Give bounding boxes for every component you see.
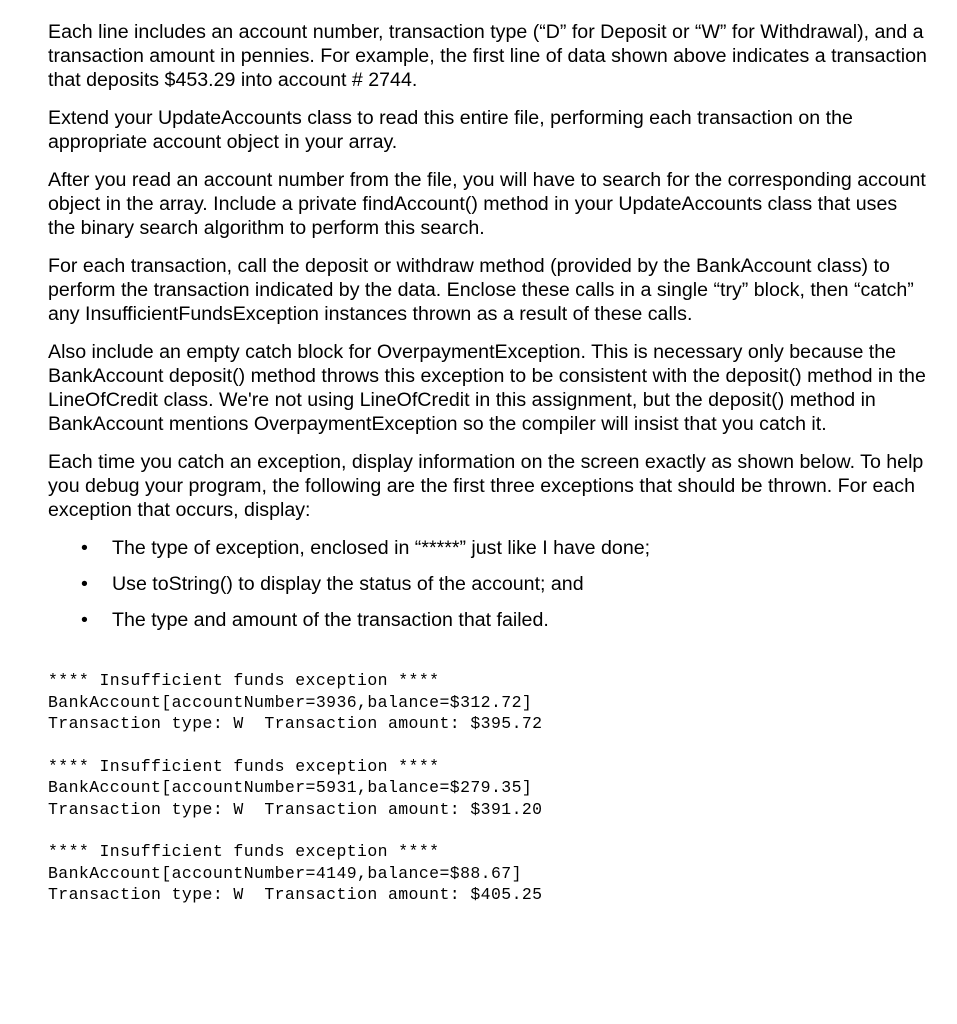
exception-header: **** Insufficient funds exception **** [48,756,440,776]
account-status: BankAccount[accountNumber=4149,balance=$88.67] [48,863,522,883]
transaction-info: Transaction type: W Transaction amount: $391.20 [48,799,543,819]
paragraph-input-format: Each line includes an account number, transaction type (“D” for Deposit or “W” for Withdrawal), and a transaction amount in pennies. For example, the first line of data shown above indicates a transaction that deposits $453.29 into account # 2744. [48,21,927,91]
exception-block [48,756,928,821]
transaction-info: Transaction type: W Transaction amount: $405.25 [48,885,543,904]
list-item [48,608,928,632]
console-output [48,670,928,906]
document-page [48,20,928,927]
account-status: BankAccount[accountNumber=3936,balance=$312.72] [48,692,533,712]
paragraph-display-info: Each time you catch an exception, display information on the screen exactly as shown below. To help you debug your program, the following are the first three exceptions that should be thrown. For each exception that occurs, display: [48,451,924,521]
bullet-list [48,536,928,632]
exception-block [48,841,928,906]
account-status: BankAccount[accountNumber=5931,balance=$279.35] [48,778,533,797]
bullet-icon: • [81,609,88,631]
exception-header: **** Insufficient funds exception **** [48,671,440,690]
list-item-text: The type of exception, enclosed in “*****” just like I have done; [112,537,651,559]
paragraph-try-catch: For each transaction, call the deposit or withdraw method (provided by the BankAccount class) to perform the transaction indicated by the data. Enclose these calls in a single “try” block, then “catch” any InsufficientFundsException instances thrown as a result of these calls. [48,255,914,325]
list-item [48,572,928,596]
list-item-text: Use toString() to display the status of the account; and [112,573,584,595]
bullet-icon: • [81,537,88,559]
exception-block [48,670,928,735]
transaction-info: Transaction type: W Transaction amount: $395.72 [48,714,543,733]
exception-header: **** Insufficient funds exception **** [48,842,440,861]
paragraph-overpayment: Also include an empty catch block for OverpaymentException. This is necessary only because the BankAccount deposit() method throws this exception to be consistent with the deposit() method in the LineOfCredit class. We're not using LineOfCredit in this assignment, but the deposit() method in BankAccount mentions OverpaymentException so the compiler will insist that you catch it. [48,341,926,435]
paragraph-find-account: After you read an account number from the file, you will have to search for the corresponding account object in the array. Include a private findAccount() method in your UpdateAccounts class that uses the binary search algorithm to perform this search. [48,169,926,239]
paragraph-extend-class: Extend your UpdateAccounts class to read this entire file, performing each transaction on the appropriate account object in your array. [48,107,853,153]
list-item [48,536,928,560]
bullet-icon: • [81,573,88,595]
list-item-text: The type and amount of the transaction that failed. [112,609,549,631]
